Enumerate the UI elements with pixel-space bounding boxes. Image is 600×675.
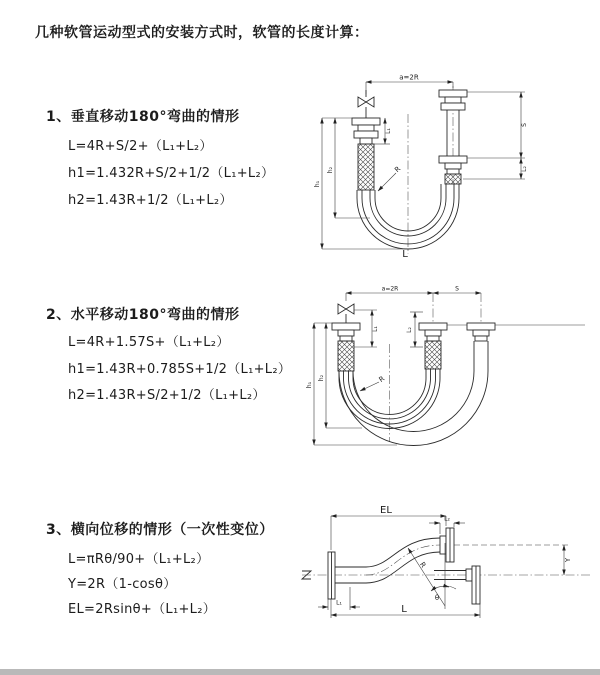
braided-hose-section (338, 341, 354, 371)
dim-label-l2: L₂ (521, 166, 528, 172)
braided-hose-section (358, 144, 374, 190)
diagram-vertical-180-bend (308, 72, 588, 262)
radius-leader (360, 375, 386, 391)
section-2-heading: 2、水平移动180°弯曲的情形 (46, 307, 240, 323)
radius-leader (408, 548, 445, 606)
formula-line: EL=2Rsinθ+（L₁+L₂） (68, 602, 217, 617)
hose-u-moved (339, 341, 488, 446)
dim-label-l1: L₁ (372, 326, 379, 332)
left-flange (332, 323, 360, 341)
diagram-lateral-displacement (296, 503, 596, 635)
dim-label-a2r: a=2R (381, 285, 399, 293)
valve-icon (338, 304, 354, 323)
scan-edge (0, 669, 600, 675)
valve-icon (358, 90, 374, 118)
formula-line: Y=2R（1-cosθ） (68, 577, 177, 592)
dim-label-a2r: a=2R (399, 73, 419, 82)
dimension-l2 (463, 158, 528, 179)
formula-line: h2=1.43R+S/2+1/2（L₁+L₂） (68, 388, 266, 403)
dimension-s (467, 92, 528, 158)
left-flange (352, 118, 380, 144)
dim-label-l2: L₂ (444, 515, 450, 523)
formula-line: h1=1.43R+0.785S+1/2（L₁+L₂） (68, 362, 292, 377)
right-flange (439, 90, 467, 174)
braided-hose-section (445, 174, 461, 184)
middle-flange (419, 323, 447, 341)
radius-label: R (377, 374, 387, 385)
formula-line: L=πRθ/90+（L₁+L₂） (68, 552, 210, 567)
dimension-l1 (318, 587, 360, 610)
dim-label-l: L (401, 604, 407, 615)
right-flange (467, 323, 495, 341)
dim-label-h2: h₂ (327, 166, 334, 174)
page-title: 几种软管运动型式的安装方式时，软管的长度计算： (35, 25, 369, 41)
dim-label-l2: L₂ (406, 327, 413, 333)
braided-hose-section (425, 341, 441, 369)
hose-s-curve (366, 538, 440, 583)
dimension-el (331, 505, 446, 550)
length-label: L (402, 249, 408, 260)
dim-label-el: EL (380, 505, 392, 516)
dimension-s (433, 286, 481, 294)
ghost-straight-pipe (434, 566, 480, 604)
radius-label: R (393, 164, 403, 175)
dim-label-s: S (455, 285, 459, 293)
left-flange (328, 552, 366, 599)
dim-label-y: Y (564, 557, 572, 563)
dim-label-s: S (521, 123, 528, 127)
formula-line: h2=1.43R+1/2（L₁+L₂） (68, 193, 233, 208)
angle-label: θ (434, 594, 440, 602)
section-1-heading: 1、垂直移动180°弯曲的情形 (46, 109, 240, 125)
dim-label-h2: h₂ (318, 374, 325, 382)
radius-label: R (417, 560, 428, 570)
dim-label-h1: h₁ (314, 180, 321, 188)
dim-label-h1: h₁ (306, 381, 313, 389)
formula-line: h1=1.432R+S/2+1/2（L₁+L₂） (68, 166, 275, 181)
dimension-l (331, 599, 480, 618)
section-3-heading: 3、横向位移的情形（一次性变位） (46, 522, 274, 538)
dim-label-l1: L₁ (385, 128, 392, 134)
dimension-a-2r (346, 286, 433, 302)
formula-line: L=4R+S/2+（L₁+L₂） (68, 139, 213, 154)
radius-leader (378, 165, 402, 191)
diagram-horizontal-180-bend (302, 282, 592, 450)
dim-label-l1: L₁ (336, 599, 342, 607)
formula-line: L=4R+1.57S+（L₁+L₂） (68, 335, 230, 350)
upper-flange (440, 528, 454, 562)
